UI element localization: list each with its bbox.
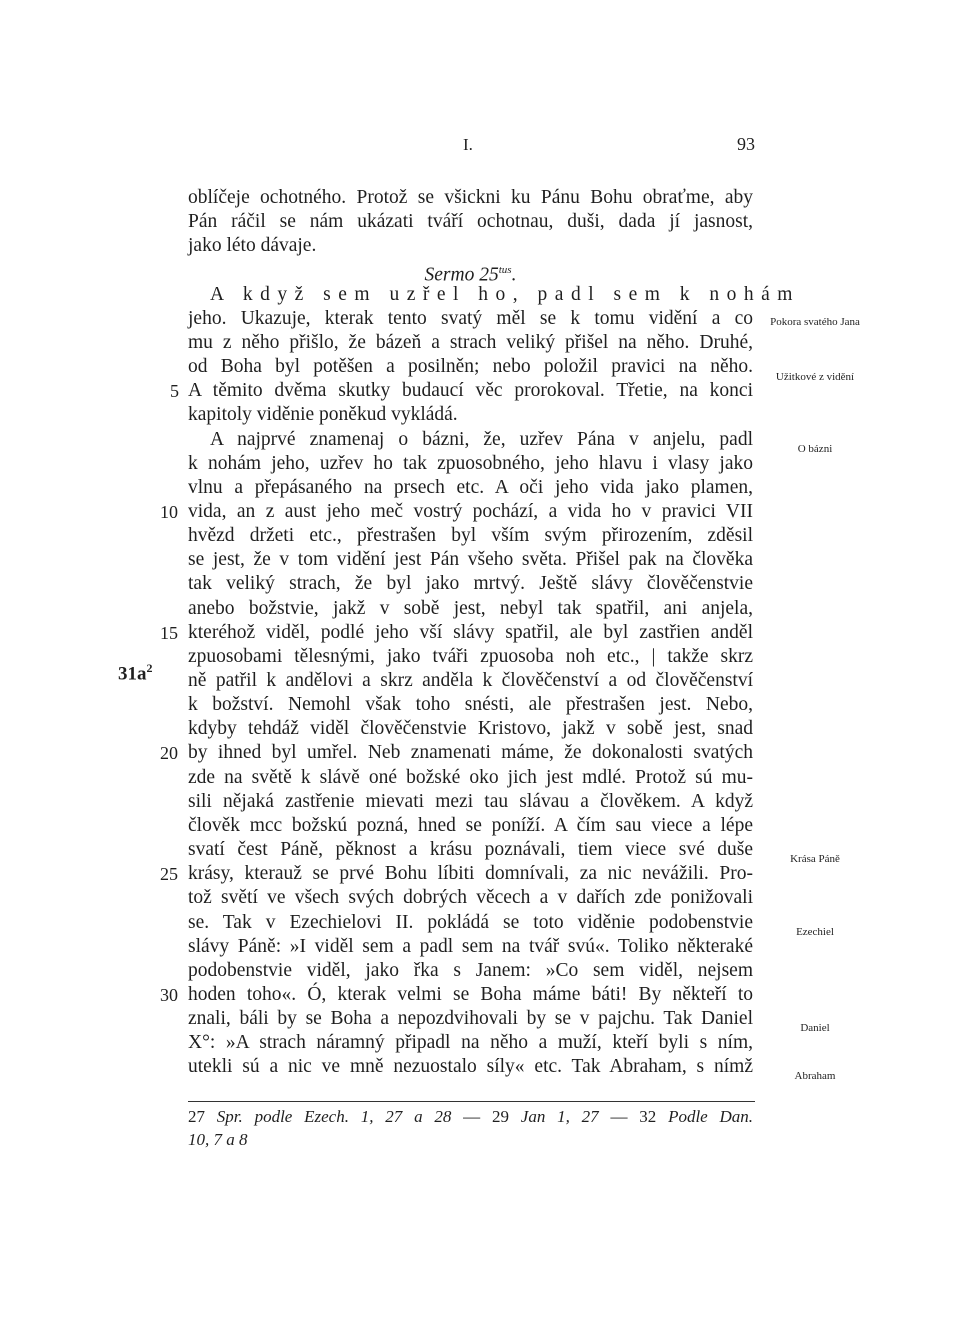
- margin-note-pokora: Pokora svatého Jana: [770, 316, 860, 328]
- folio-marker-sup: 2: [146, 661, 153, 675]
- body-line: vida, an z aust jeho meč vostrý pochází, a vida ho v pravici VII: [188, 500, 753, 522]
- line-number: 30: [160, 984, 178, 1005]
- margin-note-krasa-pane: Krása Páně: [790, 853, 840, 865]
- footnote-line-2: 10, 7 a 8: [188, 1130, 248, 1149]
- body-line: tož světí ve všech svých dobrých věcech a v dařích zde ponižovali: [188, 887, 753, 909]
- sermon-heading-end: .: [511, 264, 517, 286]
- footnote-reference: Spr. podle Ezech. 1, 27 a 28: [216, 1107, 452, 1126]
- line-number: 20: [160, 743, 178, 764]
- line-number: 5: [170, 381, 179, 402]
- body-line: A najprvé znamenaj o bázni, že, uzřev Pána v anjelu, padl: [210, 428, 753, 450]
- body-line: kapitoly viděnie poněkud vykládá.: [188, 404, 458, 426]
- footnote-number: 27: [188, 1107, 217, 1126]
- body-line: tak veliký strach, že byl jako mrtvý. Ještě slávy člověčenstvie: [188, 573, 753, 595]
- margin-note-ezechiel: Ezechiel: [796, 926, 834, 938]
- folio-marker-base: 31a: [118, 663, 147, 685]
- line-number: 25: [160, 864, 178, 885]
- body-line: utekli sú a nic ve mně nezuostalo síly« etc. Tak Abraham, s nímž: [188, 1056, 753, 1078]
- body-line: krásy, kterauž se prvé Bohu líbiti domnívali, za nic nevážili. Pro-: [188, 863, 753, 885]
- body-line: se jest, že v tom vidění jest Pán všeho světa. Přišel pak na člověka: [188, 549, 753, 571]
- footnote-number: — 32: [598, 1107, 669, 1126]
- body-line: oblíčeje ochotného. Protož se všickni ku Pánu Bohu obraťme, aby: [188, 187, 753, 208]
- body-line: jako léto dávaje.: [188, 235, 317, 257]
- sermon-heading-sup: tus: [498, 264, 512, 277]
- footnote-number: — 29: [451, 1107, 521, 1126]
- body-line: hvězd držeti etc., přestrašen byl vším svým přirozením, zděsil: [188, 525, 753, 547]
- body-line: podobenstvie viděl, jako řka s Janem: »Co sem viděl, nejsem: [188, 959, 753, 981]
- running-header-section: I.: [463, 135, 473, 154]
- sermon-heading: [188, 258, 753, 286]
- body-line: vlnu a přepásaného na prsech etc. A oči jeho vida jako plamen,: [188, 476, 753, 498]
- body-line: zde na světě k slávě oné božské oko jich jest mdlé. Protož sú mu-: [188, 766, 753, 788]
- body-line: Pán ráčil se nám ukázati tváří ochotnau, duši, dada jí jasnost,: [188, 211, 753, 233]
- margin-note-uzitkove: Užitkové z vidění: [775, 371, 855, 383]
- margin-note-daniel: Daniel: [800, 1022, 830, 1034]
- body-line: mu z něho přišlo, že bázeň a strach veliký přišel na něho. Druhé,: [188, 331, 753, 353]
- body-line: k nohám jeho, uzřev ho tak zpuosobného, jeho hlavu i vlasy jako: [188, 452, 753, 474]
- margin-note-o-bazni: O bázni: [797, 443, 833, 455]
- footnote-divider: [188, 1101, 755, 1102]
- body-line: ně patřil k andělovi a skrz anděla k člověčenství a od člověčenství: [188, 670, 753, 691]
- body-line: A když sem uzřel ho, padl sem k nohám: [210, 283, 800, 305]
- body-line: hoden toho«. Ó, kterak velmi se Boha máme báti! By někteří to: [188, 983, 753, 1005]
- sermon-heading-base: Sermo 25: [424, 264, 499, 286]
- folio-marker: [118, 656, 153, 686]
- margin-note-abraham: Abraham: [794, 1070, 836, 1082]
- page-number: 93: [737, 134, 755, 154]
- body-line: kteréhož viděl, podlé jeho vší slávy spatřil, ale byl zastřien anděl: [188, 621, 753, 643]
- body-line: A těmito dvěma skutky budaucí věc prorokoval. Třetie, na konci: [188, 380, 753, 402]
- footnote-reference: Podle Dan.: [668, 1107, 754, 1126]
- line-number: 15: [160, 622, 178, 643]
- body-line: by ihned byl umřel. Neb znamenati máme, že dokonalosti svatých: [188, 742, 753, 764]
- body-line: X°: »A strach náramný připadl na něho a muží, kteří byli s ním,: [188, 1032, 753, 1054]
- body-line: od Boha byl potěšen a posilněn; nebo položil pravici na něho.: [188, 356, 753, 378]
- body-line: znali, báli by se Boha a nepozdvihovali by se v pajchu. Tak Daniel: [188, 1008, 753, 1030]
- body-line: člověk mcc božskú pozná, hned se poníží. A čím sau viece a lépe: [188, 814, 753, 836]
- body-line: kdyby tehdáž viděl člověčenstvie Kristovo, jakž v sobě jest, snad: [188, 718, 753, 740]
- body-line: anebo božstvie, jakž v sobě jest, nebyl tak spatřil, ani anjela,: [188, 597, 753, 619]
- line-number: 10: [160, 501, 178, 522]
- body-line: jeho. Ukazuje, kterak tento svatý měl se k tomu vidění a co: [188, 307, 753, 329]
- footnote-reference: Jan 1, 27: [520, 1107, 599, 1126]
- body-line: sili nějaká zastřenie mievati mezi tau slávau a člověkem. A když: [188, 790, 753, 812]
- body-line: slávy Páně: »I viděl sem a padl sem na tvář svú«. Toliko některaké: [188, 935, 753, 957]
- body-line: zpuosobami tělesnými, jako tváři zpuosoba noh etc., | takže skrz: [188, 645, 753, 667]
- body-line: se. Tak v Ezechielovi II. pokládá se toto viděnie podobenstvie: [188, 911, 753, 933]
- body-line: k božství. Nemohl však toho snésti, ale přestrašen jest. Nebo,: [188, 694, 753, 716]
- footnote-line-1: [188, 1106, 753, 1128]
- body-line: svatí čest Páně, pěknost a krásu poznávali, tiem viece své duše: [188, 839, 753, 861]
